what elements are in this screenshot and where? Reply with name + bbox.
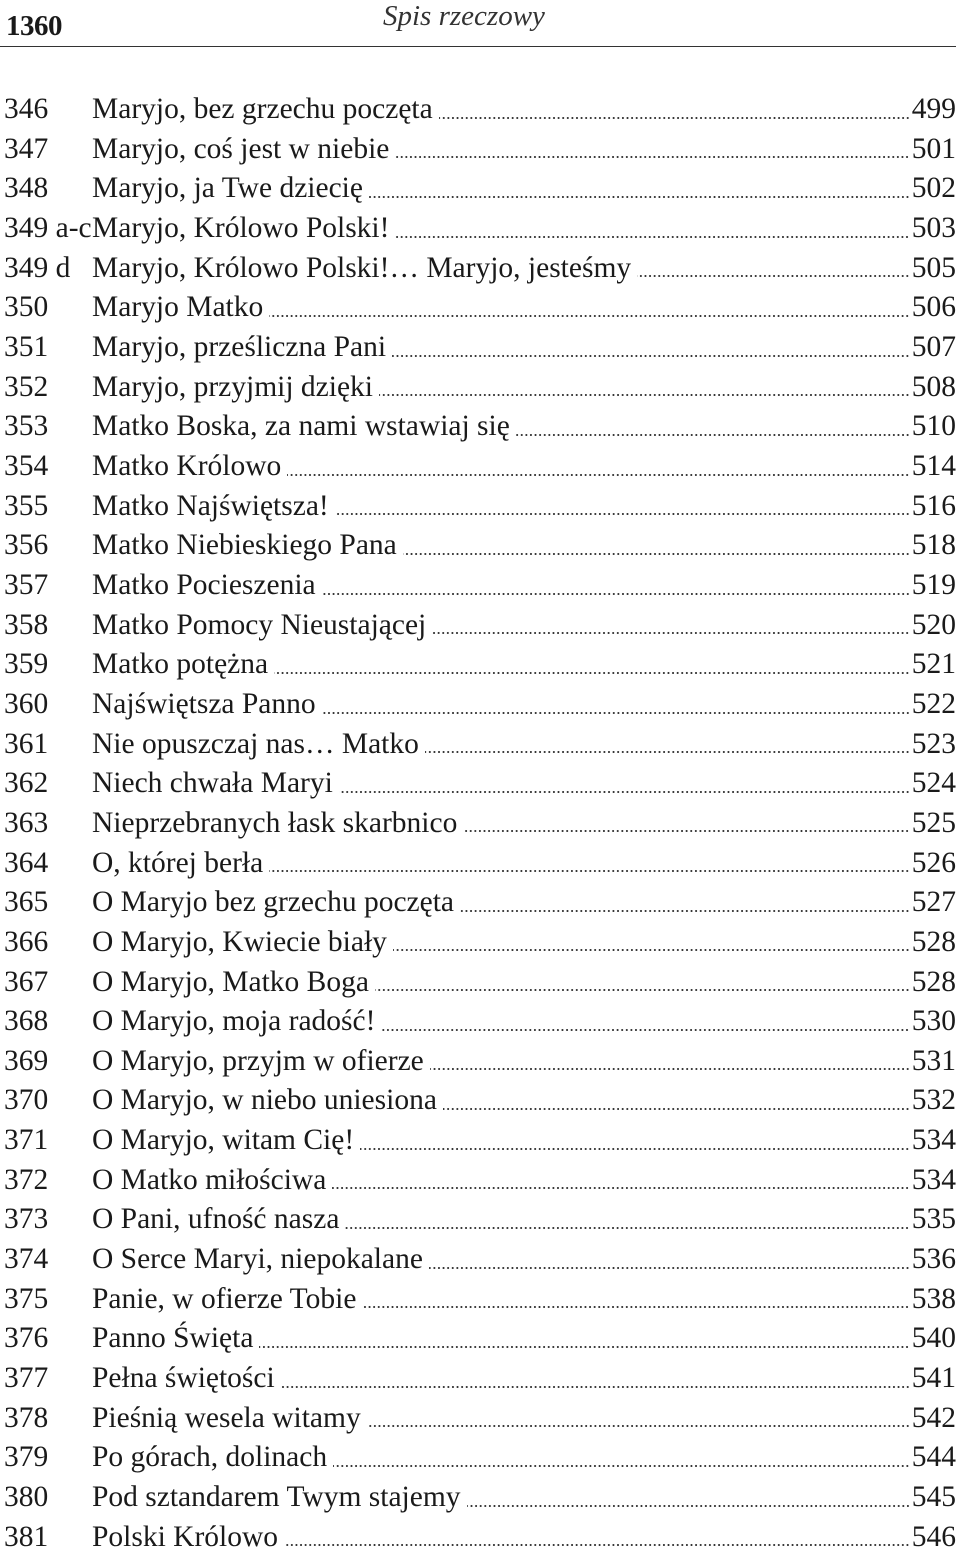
entry-title: Maryjo, bez grzechu poczęta <box>92 93 433 126</box>
toc-entry <box>0 1319 956 1359</box>
page-number: 1360 <box>6 10 62 42</box>
entry-number: 370 <box>4 1084 49 1117</box>
entry-title: Matko Niebieskiego Pana <box>92 529 397 562</box>
toc-entry <box>0 1399 956 1439</box>
entry-title: O, której berła <box>92 846 264 879</box>
entry-number: 350 <box>4 291 49 324</box>
entry-page: 522 <box>911 687 956 720</box>
entry-title: Panno Święta <box>92 1322 254 1355</box>
entry-page: 502 <box>911 172 956 205</box>
dot-leader <box>395 155 909 159</box>
entry-page: 501 <box>911 132 956 165</box>
entry-page: 528 <box>911 965 956 998</box>
dot-leader <box>429 1266 910 1270</box>
entry-number: 353 <box>4 410 49 443</box>
entry-title: O Maryjo, moja radość! <box>92 1005 376 1038</box>
entry-page: 536 <box>911 1243 956 1276</box>
entry-number: 360 <box>4 687 49 720</box>
entry-title: Polski Królowo <box>92 1520 279 1553</box>
entry-title: Matko Boska, za nami wstawiaj się <box>92 410 510 443</box>
entry-number: 349 a-c <box>4 212 92 245</box>
entry-title: Po górach, dolinach <box>92 1441 328 1474</box>
toc-entry <box>0 685 956 725</box>
entry-number: 352 <box>4 370 49 403</box>
dot-leader <box>269 869 910 873</box>
entry-number: 369 <box>4 1044 49 1077</box>
dot-leader <box>332 1186 909 1190</box>
entry-title: O Serce Maryi, niepokalane <box>92 1243 423 1276</box>
entry-number: 364 <box>4 846 49 879</box>
entry-number: 374 <box>4 1243 49 1276</box>
entry-title: O Maryjo, w niebo uniesiona <box>92 1084 437 1117</box>
entry-number: 365 <box>4 886 49 919</box>
dot-leader <box>322 711 910 715</box>
entry-page: 507 <box>911 331 956 364</box>
entry-page: 519 <box>911 568 956 601</box>
dot-leader <box>274 671 910 675</box>
entry-title: Maryjo, coś jest w niebie <box>92 132 390 165</box>
entry-page: 540 <box>911 1322 956 1355</box>
dot-leader <box>287 473 909 477</box>
toc-entry <box>0 843 956 883</box>
dot-leader <box>335 512 910 516</box>
toc-entry <box>0 962 956 1002</box>
entry-title: O Maryjo bez grzechu poczęta <box>92 886 455 919</box>
toc-entry <box>0 328 956 368</box>
entry-title: Maryjo, ja Twe dziecię <box>92 172 363 205</box>
toc-entry <box>0 1240 956 1280</box>
entry-number: 368 <box>4 1005 49 1038</box>
entry-number: 358 <box>4 608 49 641</box>
entry-page: 499 <box>911 93 956 126</box>
toc-entry <box>0 526 956 566</box>
entry-number: 367 <box>4 965 49 998</box>
dot-leader <box>443 1107 910 1111</box>
entry-number: 376 <box>4 1322 49 1355</box>
entry-page: 518 <box>911 529 956 562</box>
entry-title: Maryjo, przyjmij dzięki <box>92 370 373 403</box>
dot-leader <box>395 235 909 239</box>
entry-page: 534 <box>911 1124 956 1157</box>
entry-page: 524 <box>911 767 956 800</box>
entry-page: 521 <box>911 648 956 681</box>
toc-entry <box>0 1121 956 1161</box>
dot-leader <box>463 829 909 833</box>
entry-title: Matko Pomocy Nieustającej <box>92 608 427 641</box>
dot-leader <box>367 1424 910 1428</box>
toc-entry <box>0 209 956 249</box>
entry-title: Niech chwała Maryi <box>92 767 333 800</box>
entry-page: 542 <box>911 1401 956 1434</box>
entry-number: 379 <box>4 1441 49 1474</box>
entry-title: O Maryjo, przyjm w ofierze <box>92 1044 424 1077</box>
toc-entry <box>0 1518 956 1557</box>
entry-number: 347 <box>4 132 49 165</box>
entry-page: 525 <box>911 806 956 839</box>
entry-page: 532 <box>911 1084 956 1117</box>
toc-entry <box>0 764 956 804</box>
entry-page: 531 <box>911 1044 956 1077</box>
entry-title: Matko Pocieszenia <box>92 568 316 601</box>
entry-number: 371 <box>4 1124 49 1157</box>
entry-title: Maryjo, prześliczna Pani <box>92 331 387 364</box>
dot-leader <box>381 1028 909 1032</box>
toc-entry <box>0 1200 956 1240</box>
dot-leader <box>393 948 910 952</box>
entry-title: O Maryjo, Kwiecie biały <box>92 925 387 958</box>
entry-title: Matko potężna <box>92 648 269 681</box>
entry-page: 534 <box>911 1163 956 1196</box>
toc-entry <box>0 1359 956 1399</box>
entry-page: 516 <box>911 489 956 522</box>
entry-title: Maryjo, Królowo Polski! <box>92 212 390 245</box>
entry-number: 351 <box>4 331 49 364</box>
entry-number: 361 <box>4 727 49 760</box>
entry-title: Matko Najświętsza! <box>92 489 329 522</box>
entry-number: 373 <box>4 1203 49 1236</box>
toc-entry <box>0 368 956 408</box>
dot-leader <box>379 393 910 397</box>
toc-entry <box>0 288 956 328</box>
entry-title: Pieśnią wesela witamy <box>92 1401 361 1434</box>
entry-page: 505 <box>911 251 956 284</box>
toc-entry <box>0 1478 956 1518</box>
toc-entry <box>0 169 956 209</box>
toc-entry <box>0 883 956 923</box>
dot-leader <box>439 116 910 120</box>
dot-leader <box>467 1504 910 1508</box>
entry-page: 503 <box>911 212 956 245</box>
entry-title: Nie opuszczaj nas… Matko <box>92 727 419 760</box>
toc-entry <box>0 725 956 765</box>
toc-entry <box>0 1438 956 1478</box>
entry-page: 527 <box>911 886 956 919</box>
toc-entry <box>0 566 956 606</box>
toc-entry <box>0 1042 956 1082</box>
entry-number: 380 <box>4 1481 49 1514</box>
entry-title: Maryjo Matko <box>92 291 264 324</box>
entry-title: Pod sztandarem Twym stajemy <box>92 1481 461 1514</box>
toc-entry <box>0 1161 956 1201</box>
entry-number: 375 <box>4 1282 49 1315</box>
entry-page: 506 <box>911 291 956 324</box>
dot-leader <box>375 988 910 992</box>
entry-page: 510 <box>911 410 956 443</box>
dot-leader <box>392 354 910 358</box>
entry-number: 357 <box>4 568 49 601</box>
toc-entry <box>0 1002 956 1042</box>
entry-page: 523 <box>911 727 956 760</box>
entry-page: 541 <box>911 1362 956 1395</box>
dot-leader <box>430 1067 910 1071</box>
entry-page: 520 <box>911 608 956 641</box>
dot-leader <box>369 195 910 199</box>
dot-leader <box>281 1385 910 1389</box>
entry-number: 355 <box>4 489 49 522</box>
dot-leader <box>339 790 910 794</box>
entry-page: 508 <box>911 370 956 403</box>
table-of-contents <box>0 90 956 1557</box>
toc-entry <box>0 804 956 844</box>
entry-page: 545 <box>911 1481 956 1514</box>
entry-page: 528 <box>911 925 956 958</box>
toc-entry <box>0 130 956 170</box>
entry-title: O Pani, ufność nasza <box>92 1203 340 1236</box>
dot-leader <box>360 1147 910 1151</box>
entry-number: 348 <box>4 172 49 205</box>
dot-leader <box>516 433 910 437</box>
entry-number: 346 <box>4 93 49 126</box>
dot-leader <box>322 592 910 596</box>
entry-number: 372 <box>4 1163 49 1196</box>
entry-title: Maryjo, Królowo Polski!… Maryjo, jesteśmy <box>92 251 632 284</box>
entry-number: 362 <box>4 767 49 800</box>
entry-title: Matko Królowo <box>92 449 282 482</box>
toc-entry <box>0 1081 956 1121</box>
entry-title: Panie, w ofierze Tobie <box>92 1282 357 1315</box>
dot-leader <box>362 1305 909 1309</box>
toc-entry <box>0 1280 956 1320</box>
toc-entry <box>0 645 956 685</box>
entry-title: O Maryjo, Matko Boga <box>92 965 369 998</box>
entry-number: 381 <box>4 1520 49 1553</box>
dot-leader <box>333 1464 910 1468</box>
dot-leader <box>460 909 910 913</box>
entry-page: 546 <box>911 1520 956 1553</box>
toc-entry <box>0 447 956 487</box>
entry-page: 526 <box>911 846 956 879</box>
entry-page: 538 <box>911 1282 956 1315</box>
toc-entry <box>0 90 956 130</box>
toc-entry <box>0 606 956 646</box>
running-title: Spis rzeczowy <box>383 0 545 32</box>
entry-title: Pełna świętości <box>92 1362 275 1395</box>
dot-leader <box>269 314 910 318</box>
toc-entry <box>0 407 956 447</box>
dot-leader <box>637 274 910 278</box>
page-header <box>0 0 956 47</box>
toc-entry <box>0 249 956 289</box>
entry-title: Nieprzebranych łask skarbnico <box>92 806 458 839</box>
entry-title: Najświętsza Panno <box>92 687 316 720</box>
entry-title: O Matko miłościwa <box>92 1163 327 1196</box>
entry-number: 359 <box>4 648 49 681</box>
dot-leader <box>259 1345 909 1349</box>
entry-number: 356 <box>4 529 49 562</box>
entry-number: 363 <box>4 806 49 839</box>
entry-number: 378 <box>4 1401 49 1434</box>
dot-leader <box>432 631 909 635</box>
entry-page: 514 <box>911 449 956 482</box>
dot-leader <box>345 1226 909 1230</box>
entry-page: 544 <box>911 1441 956 1474</box>
entry-number: 377 <box>4 1362 49 1395</box>
dot-leader <box>425 750 910 754</box>
entry-number: 354 <box>4 449 49 482</box>
entry-page: 535 <box>911 1203 956 1236</box>
toc-entry <box>0 487 956 527</box>
entry-number: 366 <box>4 925 49 958</box>
entry-number: 349 d <box>4 251 71 284</box>
entry-title: O Maryjo, witam Cię! <box>92 1124 355 1157</box>
toc-entry <box>0 923 956 963</box>
entry-page: 530 <box>911 1005 956 1038</box>
dot-leader <box>403 552 910 556</box>
